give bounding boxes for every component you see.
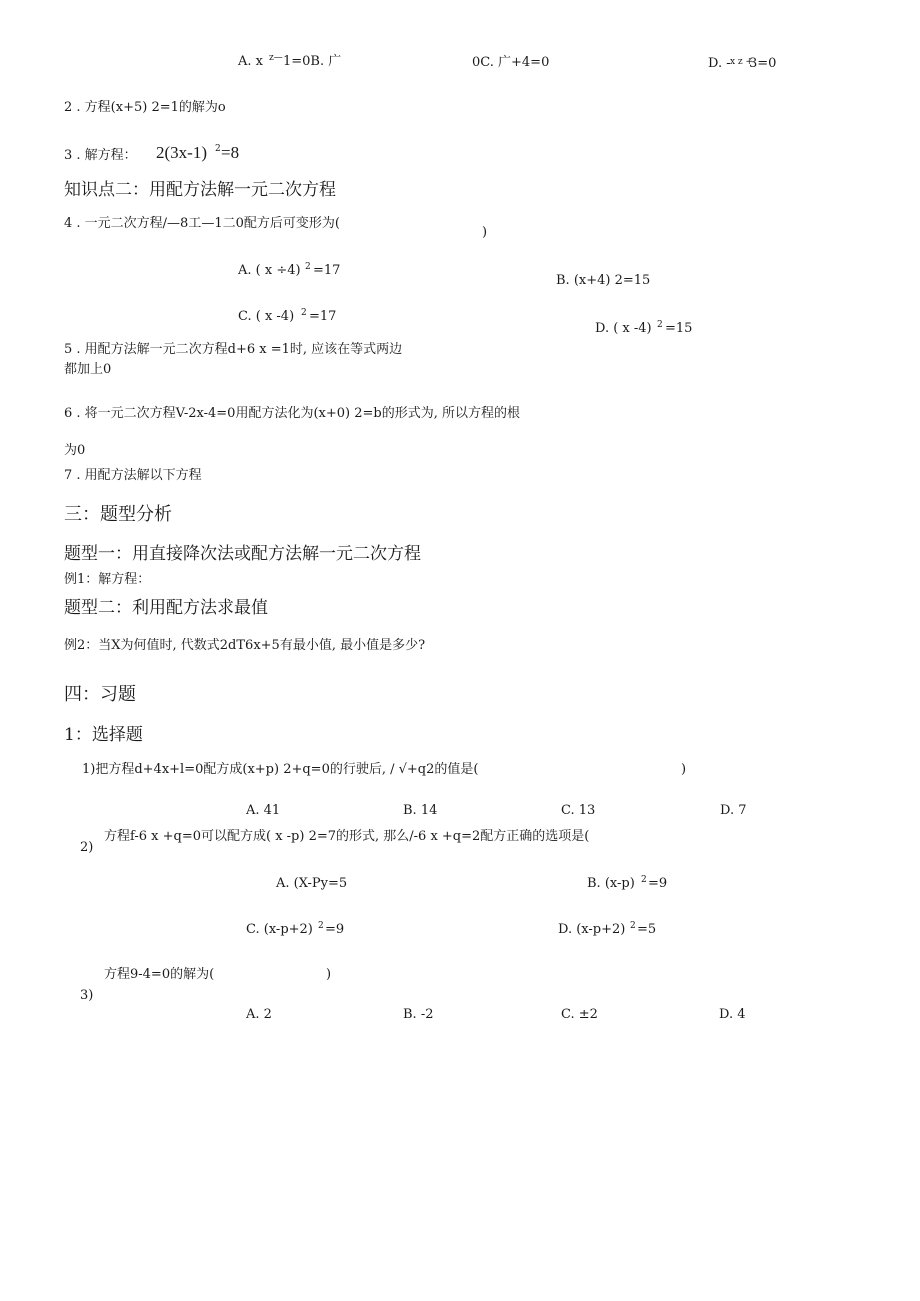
problem-2-option-d-end: =5 [637, 922, 657, 937]
problem-2: 方程f-6 x +q=0可以配方成( x -p) 2=7的形式, 那么/-6 x +q=2配方正确的选项是( [104, 829, 590, 844]
type-1-heading: 题型一：用直接降次法或配方法解一元二次方程 [64, 544, 421, 564]
example-2: 例2：当X为何值时, 代数式2dT6x+5有最小值, 最小值是多少? [64, 638, 426, 653]
option-a-line1-sup: z— [269, 53, 283, 63]
question-5-line-2: 都加上0 [64, 362, 112, 377]
question-4-option-a: A. ( x ÷4) [238, 263, 301, 278]
question-5-line-1: 5 . 用配方法解一元二次方程d+6 x =1时, 应该在等式两边 [64, 342, 403, 357]
problem-2-option-d: D. (x-p+2) [558, 922, 626, 937]
question-4-option-c-sup: 2 [301, 308, 307, 318]
question-6-line-1: 6 . 将一元二次方程V-2x-4=0用配方法化为(x+0) 2=b的形式为, 所以方程的根 [64, 406, 520, 421]
example-1: 例1：解方程： [64, 572, 151, 587]
problem-1-option-d: D. 7 [720, 803, 747, 818]
problem-3-number: 3) [80, 988, 94, 1003]
problem-3: 方程9-4=0的解为( [104, 967, 215, 982]
question-4: 4 . 一元二次方程/—8工—1二0配方后可变形为( [64, 216, 340, 231]
option-a-line1: A. x [238, 54, 263, 69]
question-4-option-c-end: =17 [309, 309, 337, 324]
problem-1-paren: ) [681, 762, 687, 777]
question-3-equation-end: =8 [221, 143, 240, 162]
section-4-heading: 四：习题 [64, 684, 136, 705]
section-3-heading: 三：题型分析 [64, 504, 172, 525]
type-2-heading: 题型二：利用配方法求最值 [64, 598, 268, 618]
option-d-line1: D. - [708, 56, 731, 71]
problem-3-paren: ) [326, 967, 332, 982]
problem-1-option-a: A. 41 [246, 803, 281, 818]
question-4-option-d-end: =15 [665, 321, 693, 336]
problem-2-option-d-sup: 2 [630, 921, 636, 931]
question-3-equation: 2(3x-1) [156, 143, 207, 162]
problem-3-option-d: D. 4 [719, 1007, 746, 1022]
problem-3-option-a: A. 2 [246, 1007, 272, 1022]
problem-2-number: 2) [80, 840, 94, 855]
option-d-line1-rest: 3=0 [749, 56, 777, 71]
problem-1-option-b: B. 14 [403, 803, 438, 818]
choice-questions-heading: 1：选择题 [64, 725, 143, 745]
question-4-option-d: D. ( x -4) [595, 321, 652, 336]
question-4-option-a-end: =17 [313, 263, 341, 278]
question-6-line-2: 为0 [64, 443, 86, 458]
question-4-option-b: B. (x+4) 2=15 [556, 273, 651, 288]
problem-3-option-b: B. -2 [403, 1007, 434, 1022]
option-a-line1-rest: 1=0B. 广 [283, 54, 342, 69]
question-2: 2 . 方程(x+5) 2=1的解为o [64, 100, 226, 115]
question-3: 3 . 解方程： [64, 148, 137, 163]
problem-1: 1)把方程d+4x+l=0配方成(x+p) 2+q=0的行驶后, / √+q2的值是( [82, 762, 479, 777]
question-4-paren: ) [482, 225, 488, 240]
problem-3-option-c: C. ±2 [561, 1007, 598, 1022]
question-4-option-d-sup: 2 [657, 320, 663, 330]
question-4-option-c: C. ( x -4) [238, 309, 295, 324]
problem-2-option-c: C. (x-p+2) [246, 922, 313, 937]
question-4-option-a-sup: 2 [305, 262, 311, 272]
knowledge-point-2-heading: 知识点二：用配方法解一元二次方程 [64, 180, 336, 200]
problem-2-option-a: A. (X-Py=5 [276, 876, 348, 891]
problem-2-option-c-sup: 2 [318, 921, 324, 931]
option-c-line1: 0C. 广+4=0 [472, 55, 550, 70]
problem-2-option-c-end: =9 [325, 922, 345, 937]
option-d-line1-sup: x z + [730, 57, 754, 67]
problem-2-option-b-sup: 2 [641, 875, 647, 885]
problem-2-option-b: B. (x-p) [587, 876, 635, 891]
problem-2-option-b-end: =9 [648, 876, 668, 891]
problem-1-option-c: C. 13 [561, 803, 596, 818]
question-7: 7 . 用配方法解以下方程 [64, 468, 202, 483]
question-3-sup: 2 [215, 144, 221, 154]
